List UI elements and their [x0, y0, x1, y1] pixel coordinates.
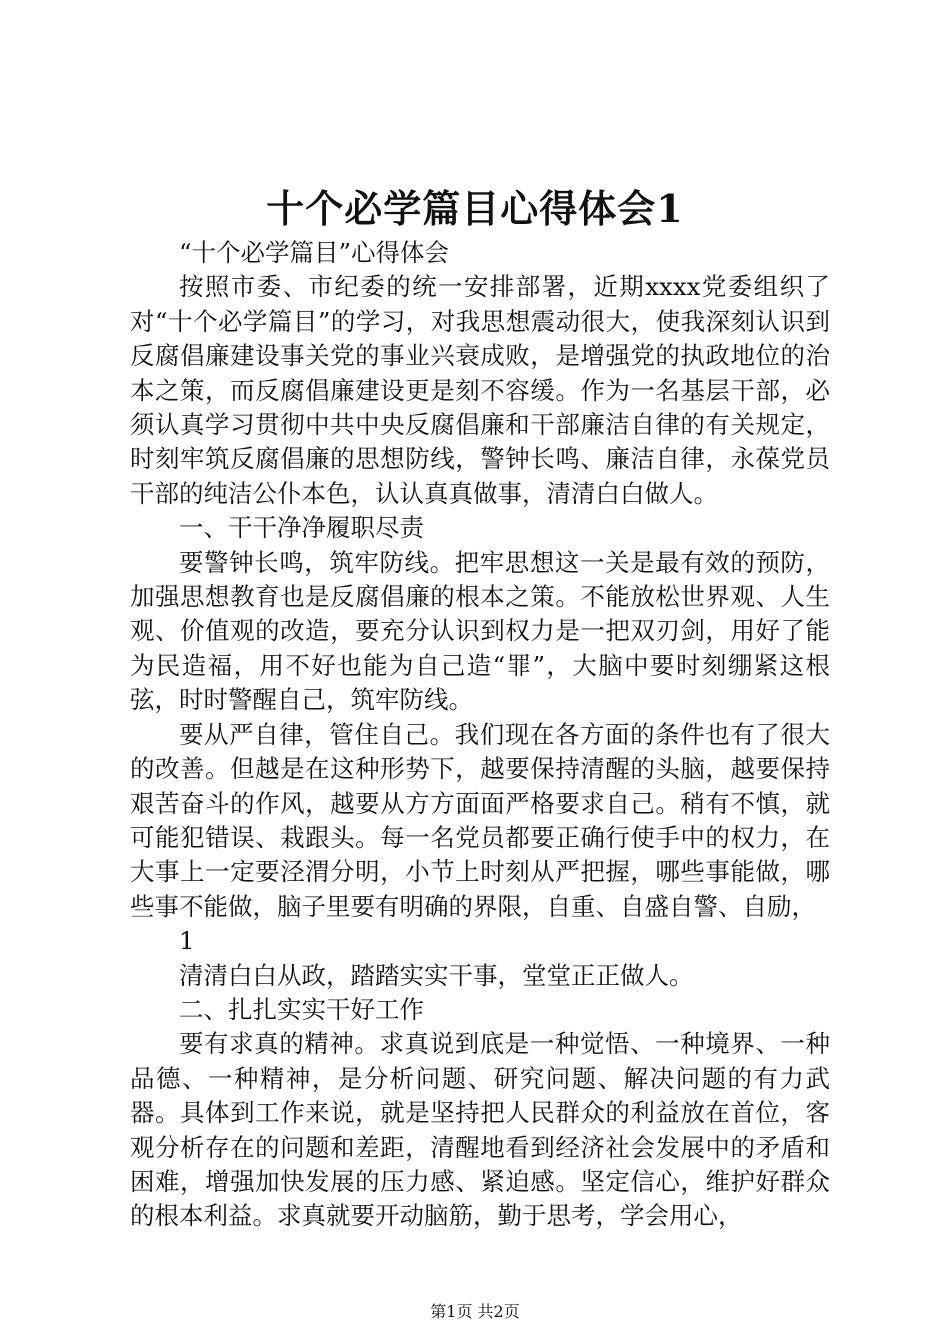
page-footer: 第1页 共2页	[430, 1302, 520, 1321]
inline-page-number: 1	[179, 926, 195, 956]
document-title: 十个必学篇目心得体会1	[266, 186, 684, 231]
section-heading-2: 二、扎扎实实干好工作	[179, 994, 424, 1024]
body-paragraph: 要警钟长鸣，筑牢防线。把牢思想这一关是最有效的预防，加强思想教育也是反腐倡廉的根本之策。不能放松世界观、人生观、价值观的改造，要充分认识到权力是一把双刃剑，用好了能为民造福，用不好也能为自己造“罪”，大脑中要时刻绷紧这根弦，时时警醒自己，筑牢防线。	[130, 547, 830, 715]
section-heading-1: 一、干干净净履职尽责	[179, 513, 424, 543]
intro-paragraph: 按照市委、市纪委的统一安排部署，近期xxxx党委组织了对“十个必学篇目”的学习，对我思想震动很大，使我深刻认识到反腐倡廉建设事关党的事业兴衰成败，是增强党的执政地位的治本之策，而反腐倡廉建设更是刻不容缓。作为一名基层干部，必须认真学习贯彻中共中央反腐倡廉和干部廉洁自律的有关规定，时刻牢筑反腐倡廉的思想防线，警钟长鸣、廉洁自律，永葆党员干部的纯洁公仆本色，认认真真做事，清清白白做人。	[130, 272, 830, 508]
body-paragraph: 要有求真的精神。求真说到底是一种觉悟、一种境界、一种品德、一种精神，是分析问题、研究问题、解决问题的有力武器。具体到工作来说，就是坚持把人民群众的利益放在首位，客观分析存在的问题和差距，清醒地看到经济社会发展中的矛盾和困难，增强加快发展的压力感、紧迫感。坚定信心，维护好群众的根本利益。求真就要开动脑筋，勤于思考，学会用心，	[130, 1029, 830, 1231]
subtitle-paragraph: “十个必学篇目”心得体会	[179, 238, 450, 267]
document-body	[130, 236, 830, 1234]
body-paragraph: 要从严自律，管住自己。我们现在各方面的条件也有了很大的改善。但越是在这种形势下，越要保持清醒的头脑，越要保持艰苦奋斗的作风，越要从方方面面严格要求自己。稍有不慎，就可能犯错误、栽跟头。每一名党员都要正确行使手中的权力，在大事上一定要泾渭分明，小节上时刻从严把握，哪些事能做，哪些事不能做，脑子里要有明确的界限，自重、自盛自警、自励，	[130, 719, 830, 921]
body-paragraph: 清清白白从政，踏踏实实干事，堂堂正正做人。	[179, 960, 694, 990]
